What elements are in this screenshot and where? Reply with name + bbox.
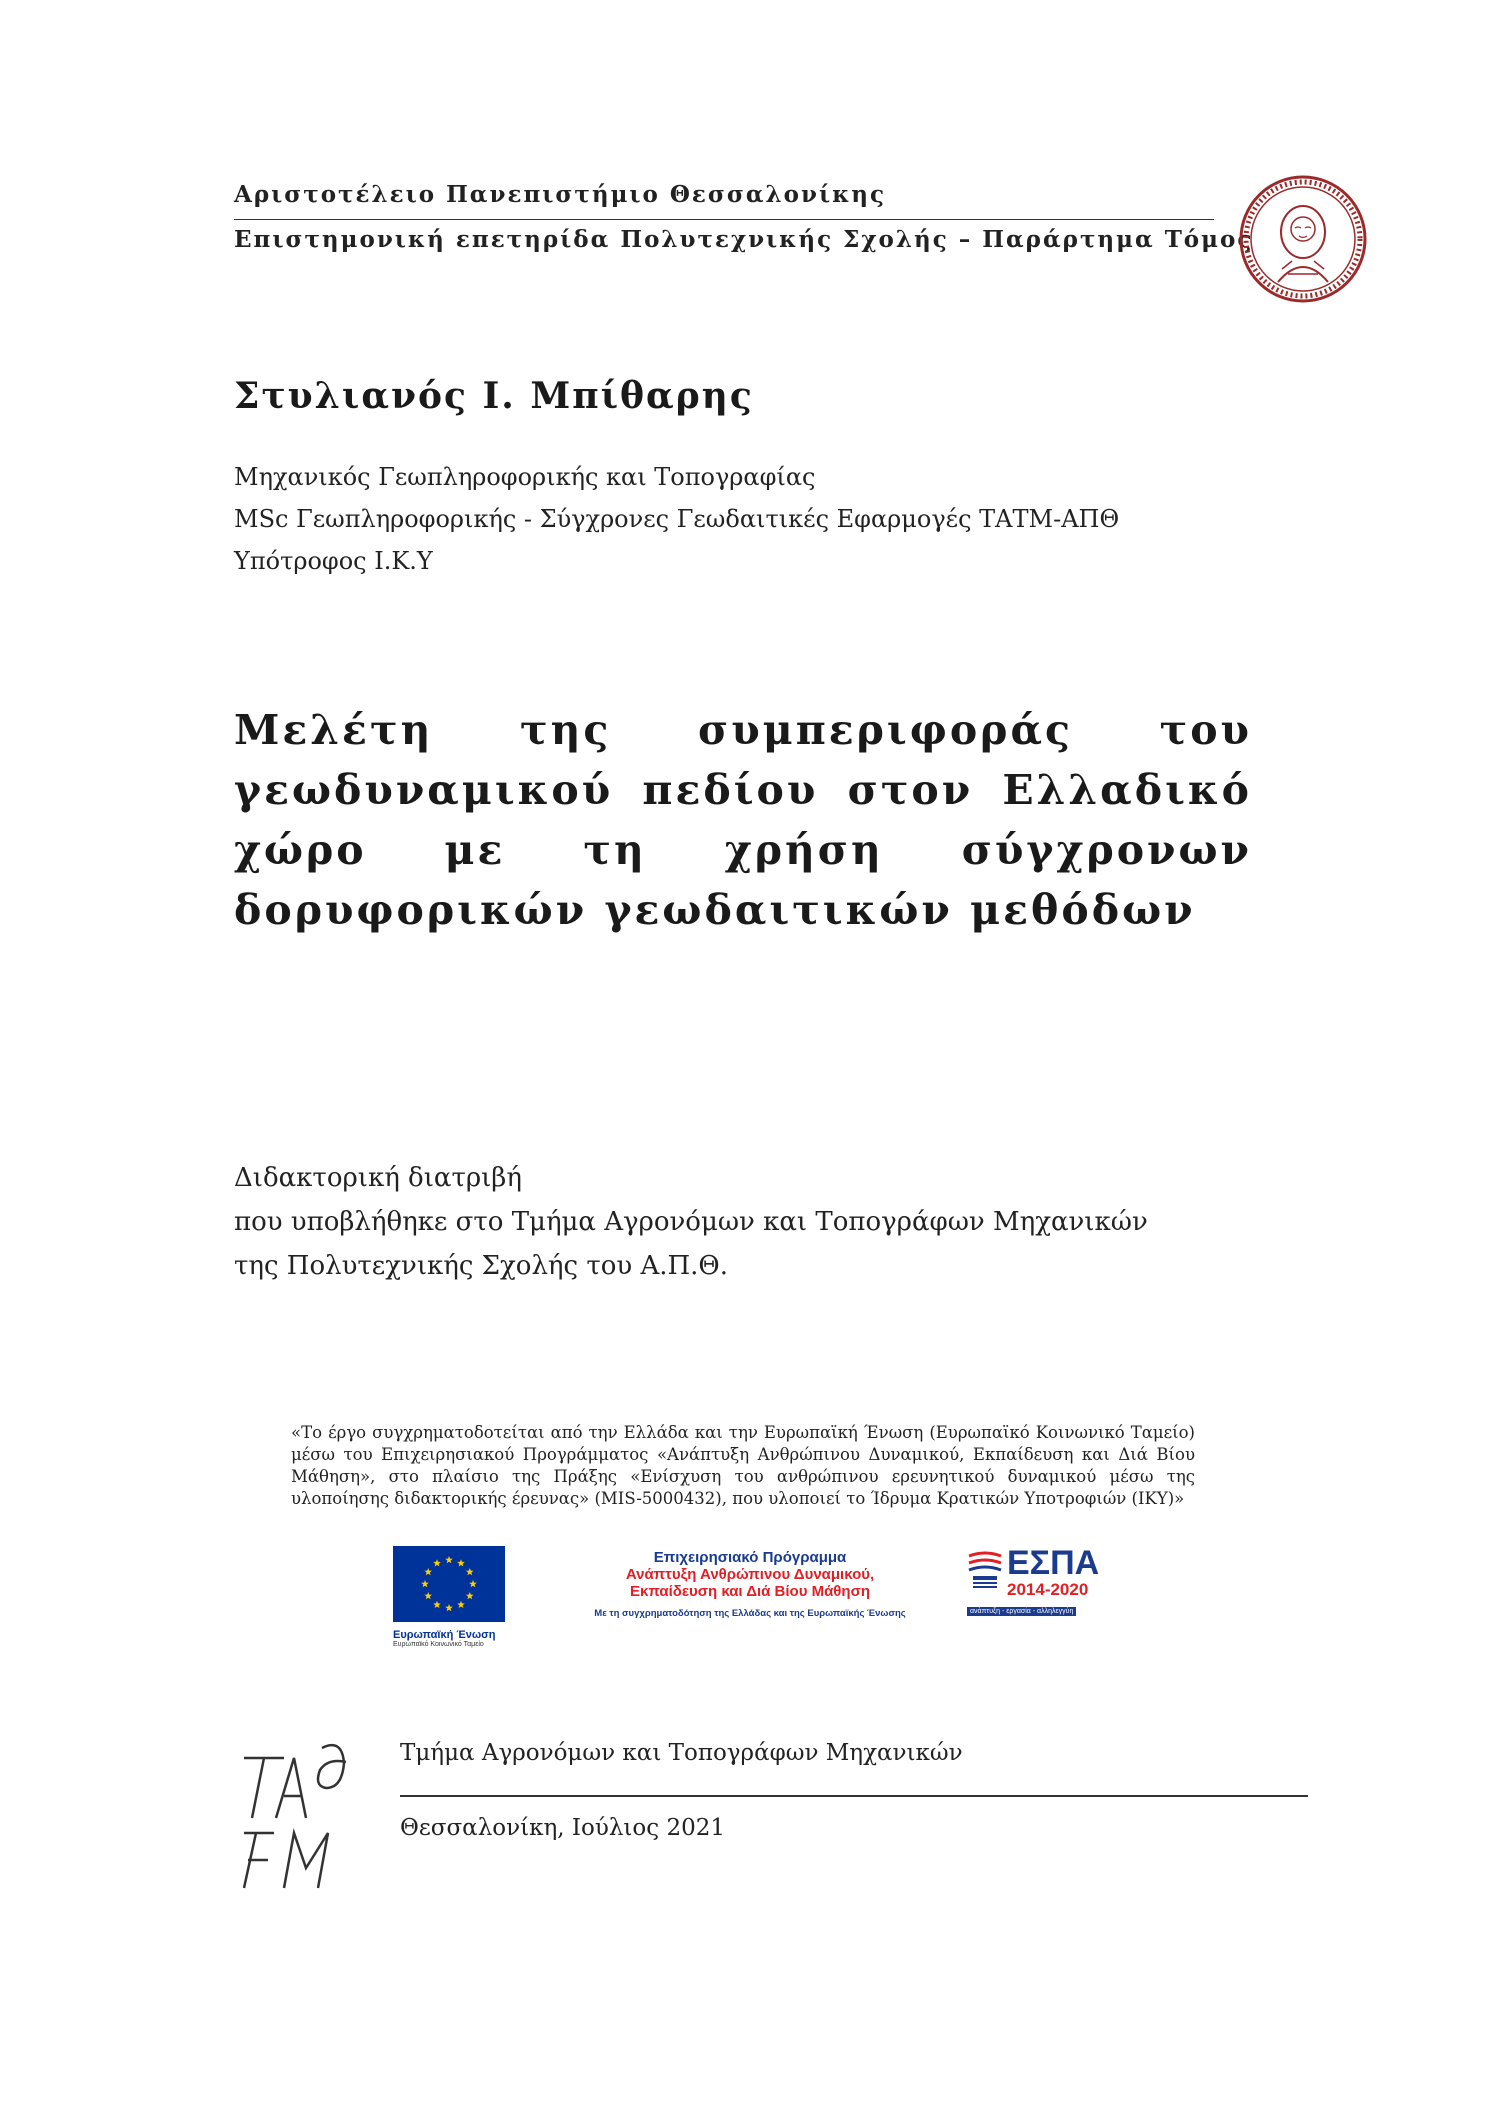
publication-name: Επιστημονική επετηρίδα Πολυτεχνικής Σχολής – Παράρτημα Τόμος — [234, 226, 1254, 253]
op-line2: Ανάπτυξη Ανθρώπινου Δυναμικού, — [625, 1566, 875, 1583]
author-name: Στυλιανός Ι. Μπίθαρης — [234, 375, 754, 417]
thesis-school: της Πολυτεχνικής Σχολής του Α.Π.Θ. — [234, 1251, 728, 1281]
thesis-title: Μελέτη της συμπεριφοράς του γεωδυναμικού πεδίου στον Ελλαδικό χώρο με τη χρήση σύγχρονων δορυφορικών γεωδαιτικών μεθόδων — [234, 706, 1252, 934]
author-degree: MSc Γεωπληροφορικής - Σύγχρονες Γεωδαιτικές Εφαρμογές ΤΑΤΜ-ΑΠΘ — [234, 505, 1120, 533]
eu-logo — [393, 1546, 505, 1648]
espa-tagline: ανάπτυξη - εργασία - αλληλεγγύη — [967, 1607, 1076, 1616]
author-qualification: Μηχανικός Γεωπληροφορικής και Τοπογραφίας — [234, 463, 816, 491]
header-divider — [234, 219, 1214, 220]
university-name: Αριστοτέλειο Πανεπιστήμιο Θεσσαλονίκης — [234, 181, 887, 208]
espa-years: 2014-2020 — [1007, 1580, 1089, 1599]
eu-caption: Ευρωπαϊκή Ένωση — [393, 1629, 496, 1641]
funding-notice: «Το έργο συγχρηματοδοτείται από την Ελλάδα και την Ευρωπαϊκή Ένωση (Ευρωπαϊκό Κοινωνικό Ταμείο) μέσω του Επιχειρησιακού Προγράμματος «Ανάπτυξη Ανθρώπινου Δυναμικού, Εκπαίδευση και Διά Βίου Μάθηση», στο πλαίσιο της Πράξης «Ενίσχυση του ανθρώπινου ερευνητικού δυναμικού μέσω της υλοποίησης διδακτορικής έρευνας» (MIS-5000432), που υλοποιεί το Ίδρυμα Κρατικών Υποτροφιών (ΙΚΥ)» — [291, 1423, 1195, 1508]
op-line4: Με τη συγχρηματοδότηση της Ελλάδας και της Ευρωπαϊκής Ένωσης — [594, 1608, 906, 1619]
footer-divider — [400, 1795, 1308, 1797]
op-line1: Επιχειρησιακό Πρόγραμμα — [653, 1549, 847, 1566]
eu-flag-icon — [393, 1546, 505, 1622]
footer-department: Τμήμα Αγρονόμων και Τοπογράφων Μηχανικών — [400, 1740, 963, 1766]
author-scholarship: Υπότροφος Ι.Κ.Υ — [234, 547, 433, 575]
espa-stripes-icon — [967, 1550, 1003, 1590]
espa-logo — [967, 1544, 1100, 1618]
university-seal-logo — [1238, 174, 1368, 304]
tatm-department-logo — [234, 1738, 364, 1893]
operational-programme-logo — [560, 1549, 940, 1619]
thesis-type: Διδακτορική διατριβή — [234, 1163, 522, 1193]
espa-word: ΕΣΠΑ — [1007, 1544, 1100, 1582]
thesis-department: που υποβλήθηκε στο Τμήμα Αγρονόμων και Τοπογράφων Μηχανικών — [234, 1207, 1148, 1237]
footer-place-date: Θεσσαλονίκη, Ιούλιος 2021 — [400, 1815, 725, 1841]
eu-subcaption: Ευρωπαϊκό Κοινωνικό Ταμείο — [393, 1641, 484, 1648]
op-line3: Εκπαίδευση και Διά Βίου Μάθηση — [629, 1583, 871, 1600]
